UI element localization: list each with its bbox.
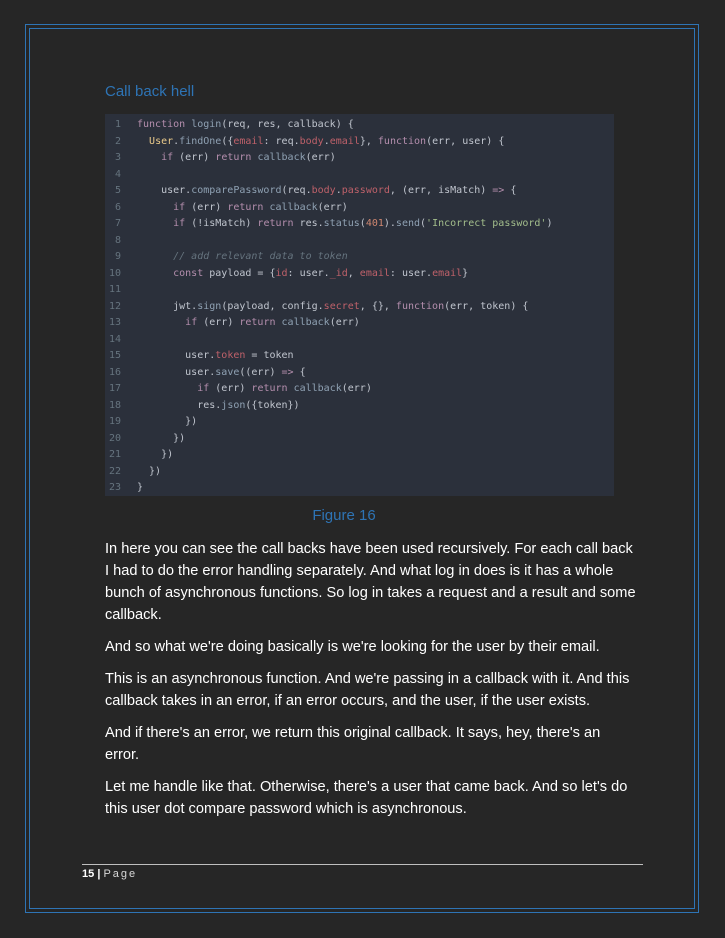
paragraph: And if there's an error, we return this original callback. It says, hey, there's an error. [105,725,601,763]
code-line [105,431,614,448]
paragraph: And so what we're doing basically is we're looking for the user by their email. [105,639,600,655]
line-number: 7 [114,218,121,229]
code-text: jwt.sign(payload, config.secret, {}, function(err, token) { [137,300,529,312]
code-line [105,332,614,349]
line-number: 15 [108,350,121,361]
line-number: 11 [108,284,121,295]
code-block [105,114,614,496]
section-heading: Call back hell [105,83,195,100]
code-line [105,299,614,316]
code-text: User.findOne({email: req.body.email}, function(err, user) { [149,135,505,147]
code-line [105,167,614,184]
page-number: 15 [82,868,95,880]
code-line [105,200,614,217]
paragraph: In here you can see the call backs have been used recursively. For each call back I had to do the error handling separately. And what log in does is it has a whole bunch of asynchronous functions. So log in takes a request and a result and some callback. [105,541,636,623]
code-text: }) [137,432,186,444]
code-line [105,150,614,167]
code-text: if (err) return callback(err) [161,152,336,163]
code-line [105,183,614,200]
code-line [105,117,614,134]
code-line [105,282,614,299]
footer-rule [82,864,643,865]
line-number: 18 [108,399,121,411]
line-number: 10 [108,267,121,279]
code-text: user.comparePassword(req.body.password, (err, isMatch) => { [137,185,517,196]
code-text: if (err) return callback(err) [185,317,360,328]
code-line [105,134,614,151]
code-line [105,249,614,266]
code-line [105,315,614,332]
code-text: }) [137,449,174,460]
line-number: 8 [114,234,121,246]
code-text: }) [137,465,162,477]
line-number: 6 [114,201,121,213]
line-number: 13 [108,317,121,328]
code-line [105,365,614,382]
line-number: 16 [108,366,121,378]
line-number: 17 [108,383,121,394]
code-line [105,348,614,365]
line-number: 1 [114,119,121,130]
code-text: // add relevant data to token [173,251,348,262]
code-text: if (err) return callback(err) [197,383,372,394]
line-number: 19 [108,416,121,427]
code-line [105,480,614,497]
code-text: user.token = token [137,350,294,361]
line-number: 2 [114,135,121,147]
code-line [105,233,614,250]
code-line [105,381,614,398]
figure-caption: Figure 16 [312,507,376,524]
line-number: 21 [108,449,121,460]
line-number: 20 [108,432,121,444]
footer-separator: | [97,868,101,880]
line-number: 3 [114,152,121,163]
page-footer [82,868,137,880]
page-label: Page [103,868,138,880]
code-text: function login(req, res, callback) { [137,119,354,130]
line-number: 9 [114,251,121,262]
code-line [105,398,614,415]
line-number: 22 [108,465,121,477]
code-line [105,266,614,283]
paragraph: Let me handle like that. Otherwise, there's a user that came back. And so let's do this user dot compare password which is asynchronous. [105,779,628,817]
paragraph: This is an asynchronous function. And we're passing in a callback with it. And this callback takes in an error, if an error occurs, and the user, if the user exists. [105,671,630,709]
line-number: 14 [108,333,121,345]
code-text: user.save((err) => { [137,366,306,378]
code-text: res.json({token}) [137,399,300,411]
code-text: if (err) return callback(err) [173,201,348,213]
line-number: 4 [114,168,121,180]
code-line [105,464,614,481]
line-number: 5 [114,185,121,196]
code-line [105,414,614,431]
code-line [105,216,614,233]
code-line [105,447,614,464]
body-text [105,538,637,830]
code-text: }) [137,416,198,427]
code-text: } [137,482,144,493]
code-text: if (!isMatch) return res.status(401).send('Incorrect password') [173,218,553,229]
line-number: 12 [108,300,121,312]
code-text: const payload = {id: user._id, email: user.email} [173,267,469,279]
line-number: 23 [108,482,121,493]
